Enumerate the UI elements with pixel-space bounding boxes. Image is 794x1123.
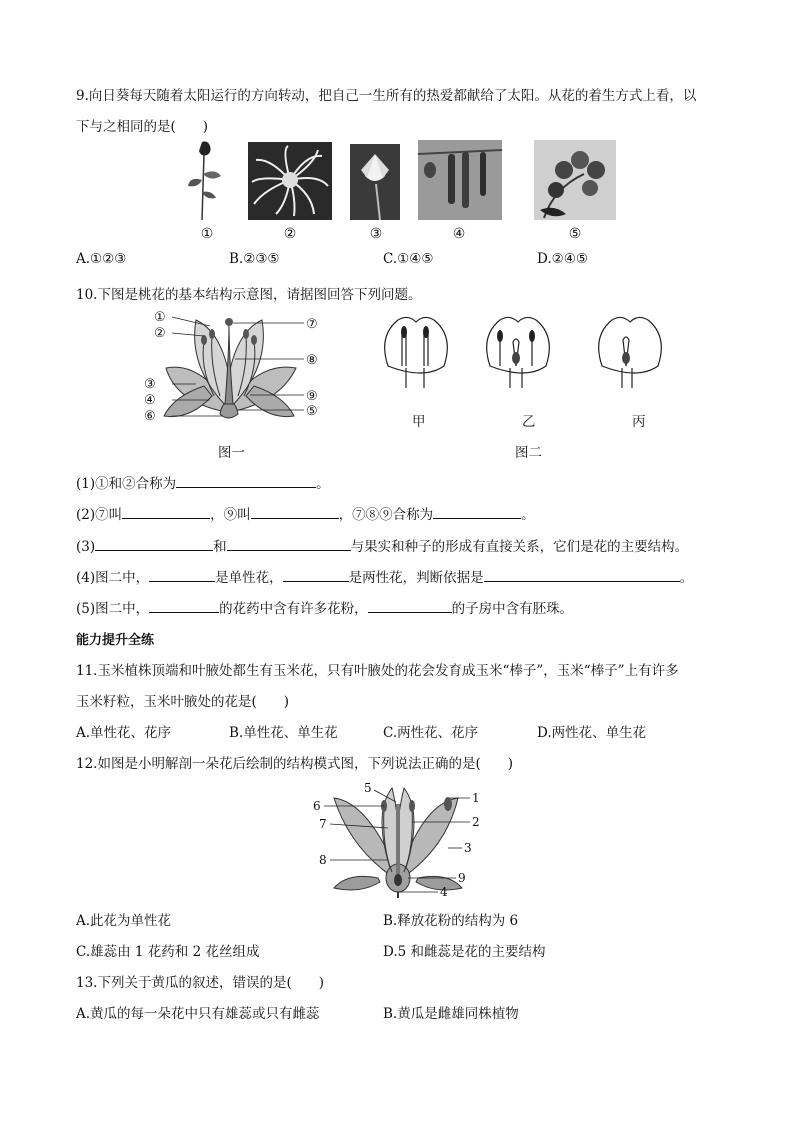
fig1-label-6: ⑥ [144,409,156,424]
q12-option-c[interactable]: C.雄蕊由 1 花药和 2 花丝组成 [76,944,260,960]
q10-figure2 [376,312,666,392]
q11-option-c[interactable]: C.两性花、花序 [383,725,479,741]
q9-caption-1: ① [200,226,214,242]
q10-sub4-blank-3[interactable] [484,567,680,582]
fig2-label-bing: 丙 [632,414,646,430]
q10-sub2-blank-3[interactable] [433,504,521,519]
q12-label-3: 3 [464,841,472,855]
q10-sub4 [76,566,693,586]
q10-sub4-blank-2[interactable] [283,567,349,582]
q12-label-1: 1 [472,791,480,805]
fig1-caption: 图一 [218,445,245,461]
q10-sub3-text-b: 和 [213,539,227,555]
q10-sub3-text-c: 与果实和种子的形成有直接关系，它们是花的主要结构。 [350,539,689,555]
photo-orchid [534,140,616,220]
fig2-label-yi: 乙 [522,414,536,430]
q10-sub1 [76,472,330,492]
q10-sub5-text-b: 的花药中含有许多花粉， [219,601,368,617]
fig1-label-4: ④ [144,393,156,408]
fig1-label-7: ⑦ [306,317,318,332]
photo-chrysanthemum [248,142,332,220]
q12-figure [308,778,488,900]
q10-sub5 [76,597,573,617]
fig1-label-9: ⑨ [306,389,318,404]
q11-option-a[interactable]: A.单性花、花序 [76,725,172,741]
q10-sub1-blank[interactable] [176,473,316,488]
q12-stem: 12.如图是小明解剖一朵花后绘制的结构模式图，下列说法正确的是( ) [76,756,514,772]
q10-sub5-text-a: (5)图二中， [76,601,150,617]
q12-label-9: 9 [458,871,466,885]
q10-sub3-blank-1[interactable] [95,536,213,551]
q11-option-b[interactable]: B.单性花、单生花 [229,725,338,741]
q13-option-a[interactable]: A.黄瓜的每一朵花中只有雄蕊或只有雌蕊 [76,1006,320,1022]
q10-sub2-text-a: (2)⑦叫 [76,507,123,523]
q12-label-4: 4 [440,885,448,899]
q9-caption-5: ⑤ [568,226,582,242]
q9-option-d[interactable]: D.②④⑤ [537,251,588,267]
q12-option-d[interactable]: D.5 和雌蕊是花的主要结构 [383,944,546,960]
q9-caption-4: ④ [452,226,466,242]
q9-option-c[interactable]: C.①④⑤ [383,251,434,267]
fig1-label-1: ① [154,310,166,325]
q13-stem: 13.下列关于黄瓜的叙述，错误的是( ) [76,975,325,991]
q10-sub2-text-c: ，⑦⑧⑨合称为 [338,507,434,523]
q10-sub5-blank-1[interactable] [149,598,219,613]
fig2-caption: 图二 [515,445,542,461]
q9-caption-3: ③ [369,226,383,242]
q12-label-2: 2 [472,815,480,829]
q12-label-7: 7 [319,817,327,831]
q10-sub5-text-c: 的子房中含有胚珠。 [451,601,574,617]
q10-sub2 [76,503,535,523]
q9-option-b[interactable]: B.②③⑤ [229,251,280,267]
q10-sub4-blank-1[interactable] [149,567,215,582]
q12-option-a[interactable]: A.此花为单性花 [76,913,172,929]
q9-stem-line2: 下与之相同的是( ) [76,119,209,135]
photo-lily [350,144,400,220]
q10-sub5-blank-2[interactable] [368,598,452,613]
fig1-label-8: ⑧ [306,353,318,368]
q11-stem-line2: 玉米籽粒，玉米叶腋处的花是( ) [76,694,290,710]
section-title: 能力提升全练 [76,633,155,648]
q11-option-d[interactable]: D.两性花、单生花 [537,725,647,741]
q9-caption-2: ② [283,226,297,242]
q10-sub3-blank-2[interactable] [227,536,351,551]
q10-sub1-text-a: (1)①和②合称为 [76,476,177,492]
photo-rose [182,140,232,222]
q10-stem: 10.下图是桃花的基本结构示意图，请据图回答下列问题。 [76,287,422,303]
fig1-label-5: ⑤ [306,404,318,419]
q10-sub4-text-a: (4)图二中， [76,570,150,586]
q10-sub3 [76,535,688,555]
q10-sub4-text-b: 是单性花， [215,570,283,586]
q12-label-5: 5 [364,781,372,795]
q12-option-b[interactable]: B.释放花粉的结构为 6 [383,913,519,929]
q10-figure1 [140,306,330,426]
fig1-label-2: ② [154,326,166,341]
q11-stem-line1: 11.玉米植株顶端和叶腋处都生有玉米花，只有叶腋处的花会发育成玉米“棒子”，玉米“棒子”上有许多 [76,663,679,679]
q9-option-a[interactable]: A.①②③ [76,251,127,267]
fig2-label-jia: 甲 [412,414,426,430]
photo-catkins [418,140,502,220]
q10-sub2-text-d: 。 [521,507,535,523]
q10-sub4-text-d: 。 [679,570,694,586]
q10-sub2-blank-1[interactable] [122,504,210,519]
q12-label-6: 6 [313,799,321,813]
q10-sub3-text-a: (3) [76,539,96,555]
q10-sub1-text-b: 。 [316,476,330,492]
q10-sub4-text-c: 是两性花，判断依据是 [348,570,484,586]
fig1-label-3: ③ [144,377,156,392]
q9-stem-line1: 9.向日葵每天随着太阳运行的方向转动，把自己一生所有的热爱都献给了太阳。从花的着生方式上看，以 [76,88,697,104]
q12-label-8: 8 [319,853,327,867]
q10-sub2-blank-2[interactable] [251,504,339,519]
q13-option-b[interactable]: B.黄瓜是雌雄同株植物 [383,1006,519,1022]
q10-sub2-text-b: ，⑨叫 [210,507,251,523]
